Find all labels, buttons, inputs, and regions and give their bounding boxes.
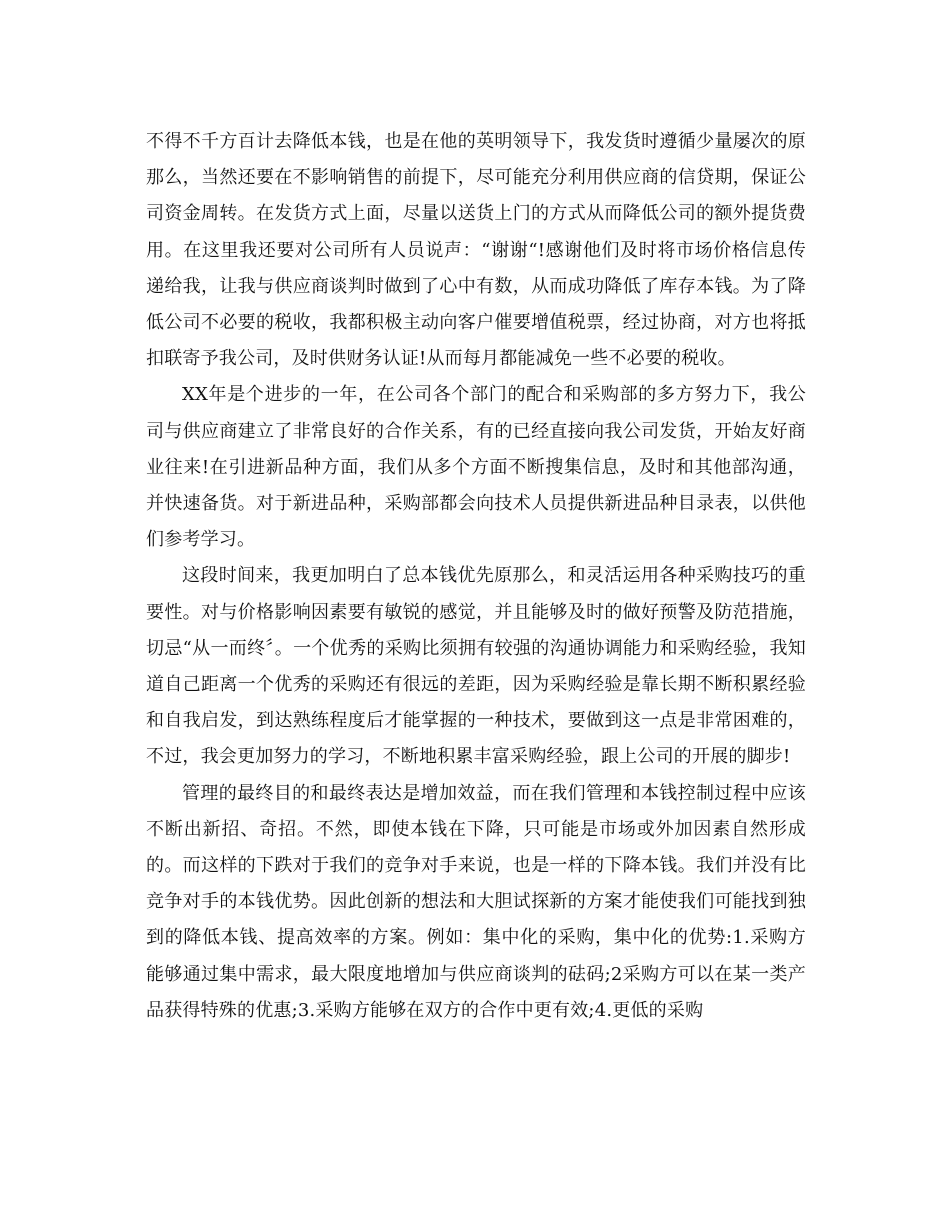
paragraph-continuation: 不得不千方百计去降低本钱，也是在他的英明领导下，我发货时遵循少量屡次的原那么，当然还要在不影响销售的前提下，尽可能充分利用供应商的信贷期，保证公司资金周转。在发货方式上面，尽量以送货上门的方式从而降低公司的额外提货费用。在这里我还要对公司所有人员说声：“谢谢“!感谢他们及时将市场价格信息传递给我，让我与供应商谈判时做到了心中有数，从而成功降低了库存本钱。为了降低公司不必要的税收，我都积极主动向客户催要增值税票，经过协商，对方也将抵扣联寄予我公司，及时供财务认证!从而每月都能减免一些不必要的税收。 [146, 131, 806, 370]
paragraph-supplier-relations: XX年是个进步的一年，在公司各个部门的配合和采购部的多方努力下，我公司与供应商建立了非常良好的合作关系，有的已经直接向我公司发货，开始友好商业往来!在引进新品种方面，我们从多个方面不断搜集信息，及时和其他部沟通，并快速备货。对于新进品种，采购部都会向技术人员提供新进品种目录表，以供他们参考学习。 [146, 384, 806, 551]
paragraph-management-goals: 管理的最终目的和最终表达是增加效益，而在我们管理和本钱控制过程中应该不断出新招、奇招。不然，即使本钱在下降，只可能是市场或外加因素自然形成的。而这样的下跌对于我们的竞争对手来说，也是一样的下降本钱。我们并没有比竞争对手的本钱优势。因此创新的想法和大胆试探新的方案才能使我们可能找到独到的降低本钱、提高效率的方案。例如：集中化的采购，集中化的优势:1.采购方能够通过集中需求，最大限度地增加与供应商谈判的砝码;2采购方可以在某一类产品获得特殊的优惠;3.采购方能够在双方的合作中更有效;4.更低的采购 [146, 782, 806, 1021]
document-body [146, 124, 806, 1029]
paragraph-cost-priority: 这段时间来，我更加明白了总本钱优先原那么，和灵活运用各种采购技巧的重要性。对与价格影响因素要有敏锐的感觉，并且能够及时的做好预警及防范措施，切忌“从一而终〞。一个优秀的采购比须拥有较强的沟通协调能力和采购经验，我知道自己距离一个优秀的采购还有很远的差距，因为采购经验是靠长期不断积累经验和自我启发，到达熟练程度后才能掌握的一种技术，要做到这一点是非常困难的，不过，我会更加努力的学习，不断地积累丰富采购经验，跟上公司的开展的脚步! [146, 565, 806, 768]
